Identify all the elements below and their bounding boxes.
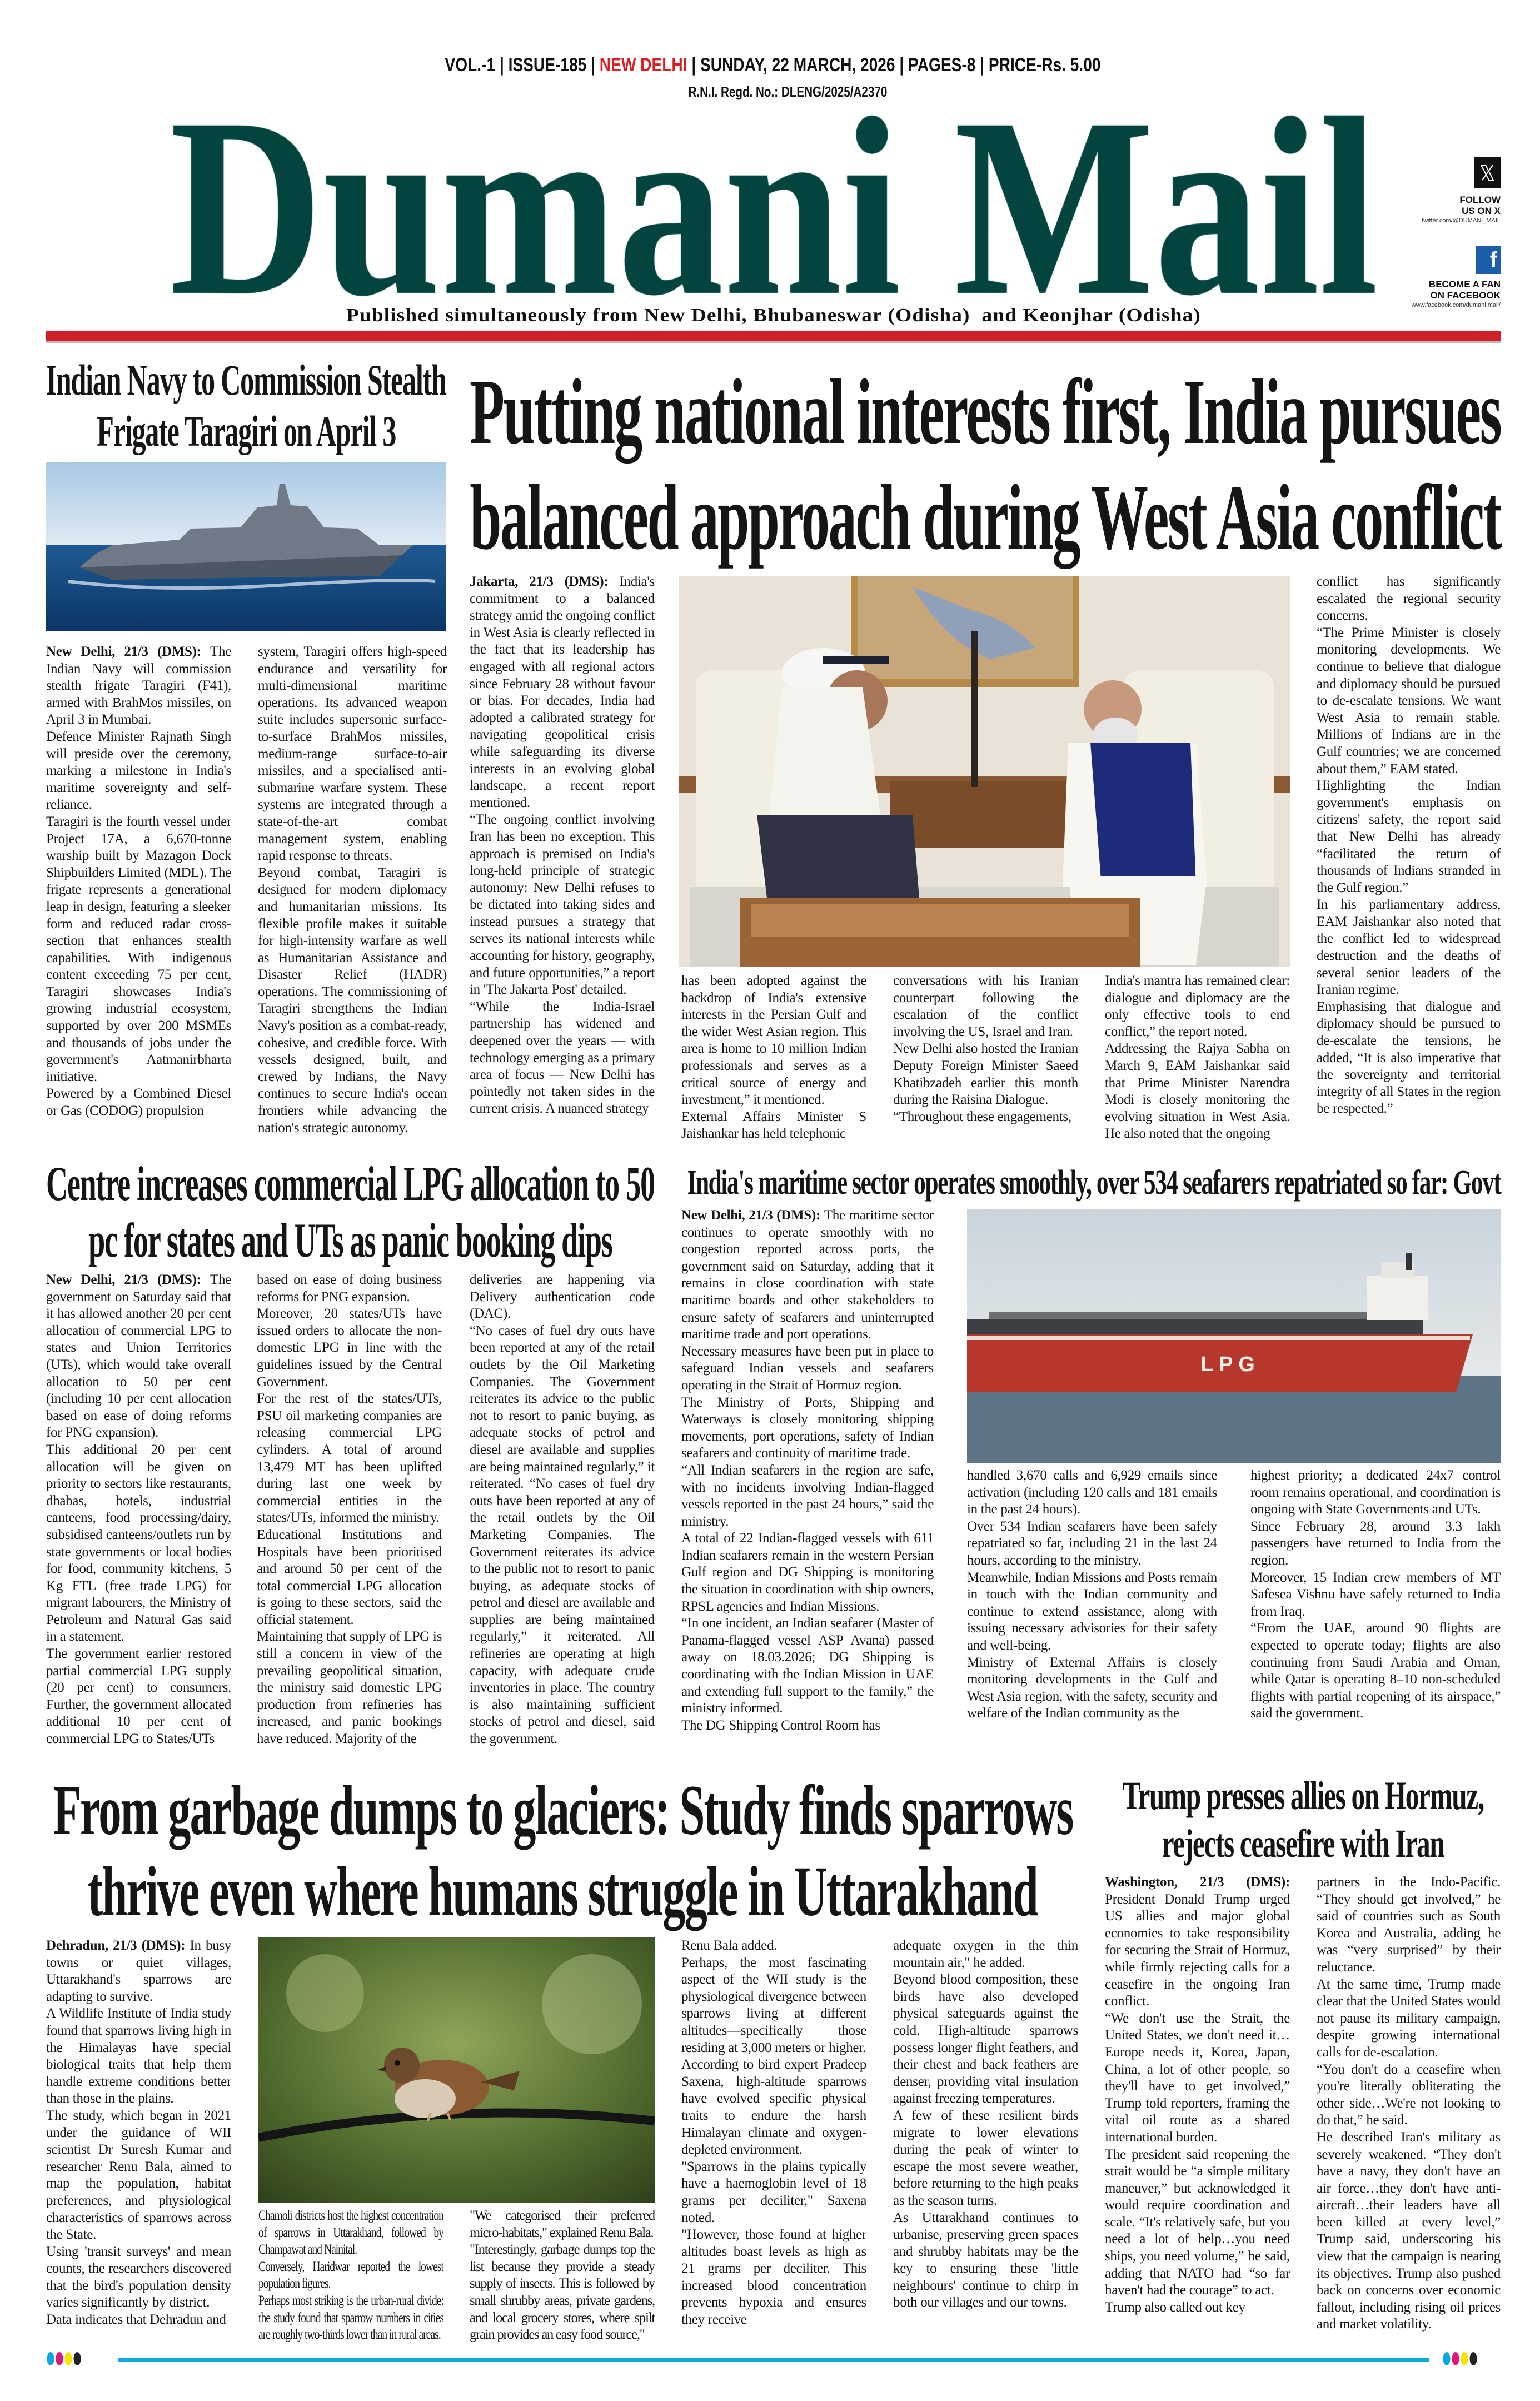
paragraph: has been adopted against the backdrop of India's extensive interests in the Persian Gulf and the wider West Asian region. This area is home to 10 million Indian professionals and serves as a critical source of energy and investment,” it mentioned.	[681, 973, 866, 1108]
headline-line: Putting national interests first, India pursues	[469, 360, 1501, 464]
column-text	[470, 1272, 655, 1748]
paragraph: Emphasising that dialogue and diplomacy should be pursued to de-escalate the tensions, he added, “It is also imperative that the sovereignty and territorial integrity of all States in the region be respected.”	[1317, 999, 1501, 1117]
paragraph: “The ongoing conflict involving Iran has been no exception. This approach is premised on India's long-held principle of strategic autonomy: New Delhi refuses to be dictated into taking sides and instead pursues a strategy that serves its national interests while accounting for history, geography, and future opportunities,” a report in 'The Jakarta Post' detailed.	[470, 812, 655, 998]
column-text	[470, 574, 655, 1118]
paragraph: Conversely, Haridwar reported the lowest population figures.	[258, 2259, 443, 2292]
paragraph: Beyond blood composition, these birds have also developed physical safeguards against the cold. High-altitude sparrows possess longer flight feathers, and their chest and back feathers are denser, providing vital insulation against freezing temperatures.	[893, 1972, 1078, 2106]
column-text	[46, 1937, 231, 2329]
article-column	[1317, 574, 1501, 1149]
paragraph: Highlighting the Indian government's emphasis on citizens' safety, the report said that New Delhi has already “facilitated the return of thousands of Indians stranded in the Gulf region.”	[1317, 778, 1501, 895]
column-text	[681, 1207, 934, 1734]
pages: PAGES-8	[908, 54, 975, 76]
article-column	[258, 644, 447, 1149]
paragraph: Powered by a Combined Diesel or Gas (CODOG) propulsion	[46, 1086, 231, 1119]
paragraph: A total of 22 Indian-flagged vessels with 611 Indian seafarers remain in the western Persian Gulf region and DG Shipping is monitoring the situation in coordination with ship owners, RPSL agencies and Indian Missions.	[681, 1531, 934, 1614]
column-text	[46, 644, 231, 1120]
article-column	[46, 1937, 231, 2344]
article-column	[1317, 1874, 1501, 2344]
date: SUNDAY, 22 MARCH, 2026	[700, 54, 895, 76]
headline-line: Centre increases commercial LPG allocation to 50	[46, 1157, 655, 1211]
paragraph: The Ministry of Ports, Shipping and Waterways is closely monitoring shipping movements, port operations, safety of Indian seafarers and continuity of maritime trade.	[681, 1394, 934, 1461]
paragraph: For the rest of the states/UTs, PSU oil marketing companies are releasing commercial LPG cylinders. A total of around 13,479 MT has been uplifted during last one week by commercial entities in the states/UTs, informed the ministry.	[257, 1391, 442, 1526]
paragraph: Trump also called out key	[1105, 2299, 1245, 2315]
paragraph: External Affairs Minister S Jaishankar has held telephonic	[681, 1109, 866, 1142]
issue: ISSUE-185	[508, 54, 586, 76]
paragraph: “In one incident, an Indian seafarer (Master of Panama-flagged vessel ASP Avana) passed away on 18.03.2026; DG Shipping is coordinating with the Indian Mission in UAE and extending full support to the family,” the ministry informed.	[681, 1616, 934, 1716]
dateline: Washington, 21/3 (DMS):	[1105, 1875, 1290, 1890]
tagline-text: Published simultaneously from New Delhi, Bhubaneswar (Odisha) and Keonjhar (Odisha)	[346, 305, 1201, 326]
separator: |	[590, 54, 595, 76]
column-text	[258, 2208, 443, 2344]
column-text	[46, 1272, 231, 1748]
column-text	[470, 2208, 655, 2344]
paragraph: New Delhi, 21/3 (DMS): The maritime sector continues to operate smoothly with no congestion reported across ports, the government said on Saturday, adding that it remains in close coordination with state maritime boards and other stakeholders to ensure safety of seafarers and uninterrupted maritime trade and port operations.	[681, 1208, 934, 1342]
facebook-fan[interactable]	[1412, 279, 1501, 309]
paragraph: New Delhi, 21/3 (DMS): The government on Saturday said that it has allowed another 20 per cent allocation of commercial LPG to states and Union Territories (UTs), which would take overall allocation to 50 per cent (including 10 per cent allocation based on ease of doing reforms for PNG expansion).	[46, 1272, 231, 1441]
registration-text: R.N.I. Regd. No.: DLENG/2025/A2370	[688, 83, 887, 100]
paragraph: “The Prime Minister is closely monitoring developments. We continue to believe that dialogue and diplomacy should be pursued to de-escalate tensions. We want West Asia to remain stable. Millions of Indians are in the Gulf countries; we are concerned about them,” EAM stated.	[1317, 625, 1501, 776]
article-column	[1105, 1874, 1290, 2344]
headline-line: rejects ceasefire with Iran	[1162, 1821, 1444, 1866]
paragraph: "Sparrows in the plains typically have a haemoglobin level of 18 grams per deciliter," Saxena noted.	[681, 2159, 866, 2225]
paragraph: This additional 20 per cent allocation will be given on priority to sectors like restaurants, dhabas, hotels, industrial canteens, food processing/dairy, subsidised canteens/outlets run by state governments or local bodies for food, community kitchens, 5 Kg FTL (free trade LPG) for migrant labourers, the Ministry of Petroleum and Natural Gas said in a statement.	[46, 1442, 231, 1645]
paragraph: highest priority; a dedicated 24x7 control room remains operational, and coordination is ongoing with State Governments and UTs.	[1250, 1468, 1501, 1517]
headline-maritime[interactable]	[687, 1163, 1501, 1203]
headline-line: Trump presses allies on Hormuz,	[1122, 1774, 1484, 1818]
paragraph: New Delhi, 21/3 (DMS): The Indian Navy will commission stealth frigate Taragiri (F41), armed with BrahMos missiles, on April 3 in Mumbai.	[46, 644, 231, 728]
paragraph: A few of these resilient birds migrate to lower elevations during the peak of winter to escape the most severe weather, before returning to the high peaks as the season turns.	[893, 2108, 1078, 2208]
paragraph: "Interestingly, garbage dumps top the list because they provide a steady supply of insects. This is followed by small shrubby areas, private gardens, and local grocery stores, where spilt grain provides an easy food source,"	[470, 2242, 655, 2343]
paragraph: He described Iran's military as severely weakened. “They don't have a navy, they don't have an air force…they don't have anti-aircraft…their leaders have all been killed at every level,” Trump said, underscoring his view that the campaign is nearing its objectives. Trump also pushed back on concerns over economic fallout, including rising oil prices and market volatility.	[1317, 2129, 1501, 2332]
article-column	[681, 1207, 934, 1766]
headline-line: balanced approach during West Asia conflict	[470, 466, 1501, 569]
paragraph: Beyond combat, Taragiri is designed for modern diplomacy and humanitarian missions. Its flexible profile makes it suitable for high-intensity warfare as well as Humanitarian Assistance and Disaster Relief (HADR) operations. The commissioning of Taragiri strengthens the Indian Navy's position as a combat-ready, cohesive, and credible force. With vessels designed, built, and crewed by Indians, the Navy continues to secure India's ocean frontiers while advancing the nation's strategic autonomy.	[258, 865, 447, 1135]
paragraph: Necessary measures have been put in place to safeguard Indian vessels and seafarers operating in the Strait of Hormuz region.	[681, 1343, 934, 1393]
separator: |	[899, 54, 904, 76]
dateline: Jakarta, 21/3 (DMS):	[470, 574, 620, 589]
x-twitter-icon[interactable]	[1474, 157, 1501, 188]
divider	[46, 341, 1501, 343]
column-text	[1105, 1874, 1290, 2316]
paragraph: Over 534 Indian seafarers have been safely repatriated so far, including 21 in the last 24 hours, according to the ministry.	[967, 1518, 1217, 1568]
article-column	[470, 2208, 655, 2344]
print-color-bar	[118, 2358, 1429, 2362]
facebook-icon[interactable]: f	[1476, 246, 1501, 274]
paragraph: Taragiri is the fourth vessel under Project 17A, a 6,670-tonne warship built by Mazagon Dock Shipbuilders Limited (MDL). The frigate represents a generational leap in design, featuring a sleeker form and reduced radar cross-section that enhances stealth capabilities. With indigenous content exceeding 75 per cent, Taragiri showcases India's growing industrial ecosystem, supported by over 200 MSMEs and thousands of jobs under the government's Aatmanirbharta initiative.	[46, 814, 231, 1084]
dateline: New Delhi, 21/3 (DMS):	[46, 644, 211, 659]
edition-info-line	[445, 53, 1100, 77]
facebook-label: BECOME A FAN	[1428, 279, 1501, 290]
paragraph: Since February 28, around 3.3 lakh passengers have returned to India from the region.	[1250, 1518, 1501, 1568]
paragraph: Jakarta, 21/3 (DMS): India's commitment to a balanced strategy amid the ongoing conflict in West Asia is clearly reflected in the fact that its leadership has engaged with all regional actors since February 28 without favour or bias. For decades, India had adopted a calibrated strategy for navigating geopolitical crisis while safeguarding its diverse interests in an evolving global landscape, a recent report mentioned.	[470, 574, 655, 810]
paragraph: Dehradun, 21/3 (DMS): In busy towns or quiet villages, Uttarakhand's sparrows are adapting to survive.	[46, 1938, 231, 2004]
headline-line: Indian Navy to Commission Stealth	[46, 356, 447, 404]
follow-label: FOLLOW	[1459, 195, 1501, 205]
volume: VOL.-1	[445, 54, 495, 76]
column-text	[257, 1272, 442, 1748]
paragraph: deliveries are happening via Delivery authentication code (DAC).	[470, 1272, 655, 1322]
paragraph: Data indicates that Dehradun and	[46, 2312, 226, 2328]
paragraph: As Uttarakhand continues to urbanise, preserving green spaces and shrubby habitats may be the key to ensuring these 'little neighbours' continue to chirp in both our villages and our towns.	[893, 2210, 1078, 2310]
paragraph: Meanwhile, Indian Missions and Posts remain in touch with the Indian community and continue to extend assistance, along with issuing necessary advisories for their safety and well-being.	[967, 1570, 1217, 1653]
headline-line: Frigate Taragiri on April 3	[97, 407, 396, 455]
headline-lead[interactable]	[470, 359, 1501, 570]
registration-marks-right	[1443, 2352, 1477, 2365]
paragraph: Moreover, 20 states/UTs have issued orders to allocate the non-domestic LPG in line with the guidelines issued by the Central Government.	[257, 1306, 442, 1389]
paragraph: based on ease of doing business reforms for PNG expansion.	[257, 1272, 442, 1304]
paragraph: Addressing the Rajya Sabha on March 9, EAM Jaishankar said that Prime Minister Narendra Modi is closely monitoring the evolving situation in West Asia. He also noted that the ongoing	[1105, 1041, 1290, 1142]
headline-line: India's maritime sector operates smoothly, over 534 seafarers repatriated so far: Govt	[687, 1164, 1501, 1202]
registration-number	[688, 82, 887, 101]
column-text	[681, 973, 866, 1143]
paragraph: “No cases of fuel dry outs have been reported at any of the retail outlets by the Oil Marketing Companies. The Government reiterates its advice to the public not to resort to panic buying, as adequate stocks of petrol and diesel are available and supplies are being maintained regularly,” it reiterated. “No cases of fuel dry outs have been reported at any of the retail outlets by the Oil Marketing Companies. The Government reiterates its advice to the public not to resort to panic buying, as adequate stocks of petrol and diesel are available and supplies are being maintained regularly,” it reiterated. All refineries are operating at high capacity, with adequate crude inventories in place. The country is also maintaining sufficient stocks of petrol and diesel, said the government.	[470, 1323, 655, 1747]
dateline: Dehradun, 21/3 (DMS):	[46, 1938, 190, 1953]
article-column	[258, 2208, 443, 2344]
article-column	[470, 1272, 655, 1766]
article-column	[893, 1937, 1078, 2344]
registration-marks-left	[47, 2352, 81, 2365]
article-column	[1250, 1467, 1501, 1766]
headline-line: pc for states and UTs as panic booking dips	[88, 1214, 612, 1268]
paragraph: The president said reopening the strait would be “a simple military maneuver,” but acknowledged it would require coordination and scale. “It's relatively safe, but you need a lot of help…you need ships, you need volume,” he said, adding that NATO had “so far haven't had the courage” to act.	[1105, 2146, 1290, 2298]
paragraph: “You don't do a ceasefire when you're literally obliterating the other side…We're not looking to do that,” he said.	[1317, 2061, 1501, 2128]
article-column	[46, 1272, 231, 1766]
paragraph: adequate oxygen in the thin mountain air," he added.	[893, 1938, 1078, 1970]
paragraph: The DG Shipping Control Room has	[681, 1717, 880, 1733]
separator: |	[979, 54, 984, 76]
headline-trump[interactable]	[1123, 1772, 1484, 1867]
paragraph: A Wildlife Institute of India study found that sparrows living high in the Himalayas have special biological traits that help them handle extreme conditions better than those in the plains.	[46, 2006, 231, 2106]
headline-line: thrive even where humans struggle in Uttarakhand	[88, 1852, 1038, 1931]
follow-label: US ON X	[1462, 206, 1501, 216]
paragraph: Perhaps, the most fascinating aspect of the WII study is the physiological divergence between sparrows living at different altitudes—specifically those residing at 3,000 meters or higher.	[681, 1955, 866, 2055]
leaders-meeting-photo	[679, 576, 1290, 967]
paragraph: “Throughout these engagements,	[893, 1109, 1071, 1124]
paragraph: Maintaining that supply of LPG is still a concern in view of the prevailing geopolitical situation, the ministry said domestic LPG production from refineries has increased, and panic bookings have reduced. Majority of the	[257, 1629, 442, 1747]
column-text	[967, 1467, 1217, 1722]
masthead-rule	[46, 331, 1501, 341]
paragraph: “All Indian seafarers in the region are safe, with no incidents involving Indian-flagged vessels reported in the past 24 hours,” said the ministry.	[681, 1462, 934, 1529]
tagline	[346, 305, 1201, 327]
paragraph: “We don't use the Strait, the United States, we don't need it…Europe needs it, Korea, Japan, China, a lot of other people, so they'll have to get involved,” Trump told reporters, framing the vital oil route as a shared international burden.	[1105, 2010, 1290, 2145]
paragraph: In his parliamentary address, EAM Jaishankar also noted that the conflict led to widespread destruction and the deaths of several senior leaders of the Iranian regime.	[1317, 897, 1501, 998]
column-text	[1250, 1467, 1501, 1722]
paragraph: Perhaps most striking is the urban-rural divide: the study found that sparrow numbers in cities are roughly two-thirds lower than in rural areas.	[258, 2293, 443, 2343]
column-text	[681, 1937, 866, 2329]
paragraph: Using 'transit surveys' and mean counts, the researchers discovered that the bird's population density varies significantly by district.	[46, 2244, 231, 2310]
paragraph: handled 3,670 calls and 6,929 emails since activation (including 120 calls and 181 emails in the past 24 hours).	[967, 1468, 1217, 1517]
paragraph: Ministry of External Affairs is closely monitoring developments in the Gulf and West Asia region, with the safety, security and welfare of the Indian community as the	[967, 1655, 1217, 1721]
column-text	[1105, 973, 1290, 1143]
paragraph: The government earlier restored partial commercial LPG supply (20 per cent) to consumers. Further, the government allocated additional 10 per cent of commercial LPG to States/UTs	[46, 1646, 231, 1747]
column-text	[1317, 1874, 1501, 2333]
paragraph: Chamoli districts host the highest concentration of sparrows in Uttarakhand, followed by Champawat and Nainital.	[258, 2208, 443, 2258]
headline-navy[interactable]	[46, 355, 446, 457]
headline-lpg[interactable]	[46, 1156, 655, 1269]
paragraph: Renu Bala added.	[681, 1938, 778, 1953]
article-column	[967, 1467, 1217, 1766]
paragraph: Moreover, 15 Indian crew members of MT Safesea Vishnu have safely returned to India from Iraq.	[1250, 1570, 1501, 1619]
sparrow-photo	[258, 1937, 655, 2203]
paragraph: conflict has significantly escalated the regional security concerns.	[1317, 574, 1501, 624]
separator: |	[499, 54, 504, 76]
article-column	[681, 1937, 866, 2344]
dateline: New Delhi, 21/3 (DMS):	[681, 1208, 824, 1223]
paragraph: New Delhi also hosted the Iranian Deputy Foreign Minister Saeed Khatibzadeh earlier this month during the Raisina Dialogue.	[893, 1041, 1078, 1108]
masthead-logo	[170, 114, 1378, 303]
city: NEW DELHI	[599, 54, 687, 76]
paragraph: partners in the Indo-Pacific. “They should get involved,” he said of countries such as South Korea and Australia, adding he was “very surprised” by their reluctance.	[1317, 1875, 1501, 1975]
price: PRICE-Rs. 5.00	[988, 54, 1101, 76]
article-column	[893, 973, 1078, 1149]
tanker-hull-text: L P G	[1200, 1353, 1255, 1376]
paragraph: system, Taragiri offers high-speed endurance and versatility for multi-dimensional maritime operations. Its advanced weapon suite includes supersonic surface-to-surface BrahMos missiles, medium-range surface-to-air missiles, and a specialised anti-submarine warfare system. These systems are integrated through a state-of-the-art combat management system, enabling rapid response to threats.	[258, 644, 447, 864]
headline-line: From garbage dumps to glaciers: Study finds sparrows	[53, 1771, 1073, 1850]
paragraph: "We categorised their preferred micro-habitats," explained Renu Bala.	[470, 2208, 655, 2240]
paragraph: At the same time, Trump made clear that the United States would not pause its military campaign, despite growing international calls for de-escalation.	[1317, 1976, 1501, 2060]
lpg-tanker-photo	[967, 1209, 1501, 1463]
dateline: New Delhi, 21/3 (DMS):	[46, 1272, 211, 1287]
article-column	[470, 574, 655, 1149]
paragraph: The study, which began in 2021 under the guidance of WII scientist Dr Suresh Kumar and researcher Renu Bala, aimed to map the population, habitat preferences, and physiological characteristics of sparrows across the State.	[46, 2108, 231, 2243]
paragraph: “While the India-Israel partnership has widened and deepened over the years — with technology emerging as a primary area of focus — New Delhi has pointedly not taken sides in the current crisis. A nuanced strategy	[470, 999, 655, 1117]
article-column	[46, 644, 231, 1149]
paragraph: According to bird expert Pradeep Saxena, high-altitude sparrows have evolved specific physical traits to endure the harsh Himalayan climate and oxygen-depleted environment.	[681, 2057, 866, 2158]
frigate-photo	[46, 462, 446, 631]
article-column	[257, 1272, 442, 1766]
paragraph: conversations with his Iranian counterpart following the escalation of the conflict involving the US, Israel and Iran.	[893, 973, 1078, 1039]
paragraph: Washington, 21/3 (DMS): President Donald Trump urged US allies and major global economies to take responsibility for securing the Strait of Hormuz, while firmly rejecting calls for a ceasefire in the ongoing Iran conflict.	[1105, 1875, 1290, 2009]
newspaper-title-logo	[170, 114, 1378, 303]
facebook-label: ON FACEBOOK	[1430, 290, 1501, 301]
paragraph: Educational Institutions and Hospitals have been prioritised and around 50 per cent of the total commercial LPG allocation is going to these sectors, said the official statement.	[257, 1527, 442, 1627]
column-text	[893, 973, 1078, 1125]
paragraph: India's mantra has remained clear: dialogue and diplomacy are the only effective tools to end conflict,” the report noted.	[1105, 973, 1290, 1039]
column-text	[893, 1937, 1078, 2312]
x-url[interactable]: twitter.com/@DUMANI_MAIL	[1422, 217, 1501, 224]
paragraph: "However, those found at higher altitudes boast levels as high as 21 grams per deciliter. This increased blood concentration prevents hypoxia and ensures they receive	[681, 2227, 866, 2328]
headline-sparrow[interactable]	[53, 1770, 1073, 1932]
facebook-url[interactable]: www.facebook.com/dumani.mail/	[1411, 302, 1501, 308]
column-text	[258, 644, 447, 1137]
article-column	[1105, 973, 1290, 1149]
separator: |	[691, 54, 696, 76]
paragraph: “From the UAE, around 90 flights are expected to operate today; flights are also continuing from Saudi Arabia and Oman, while Qatar is operating 8–10 non-scheduled flights with partial reopening of its airspace,” said the government.	[1250, 1621, 1501, 1721]
follow-on-x[interactable]	[1422, 195, 1501, 225]
paragraph: Defence Minister Rajnath Singh will preside over the ceremony, marking a milestone in India's maritime sovereignty and self-reliance.	[46, 729, 231, 813]
article-column	[681, 973, 866, 1149]
column-text	[1317, 574, 1501, 1118]
